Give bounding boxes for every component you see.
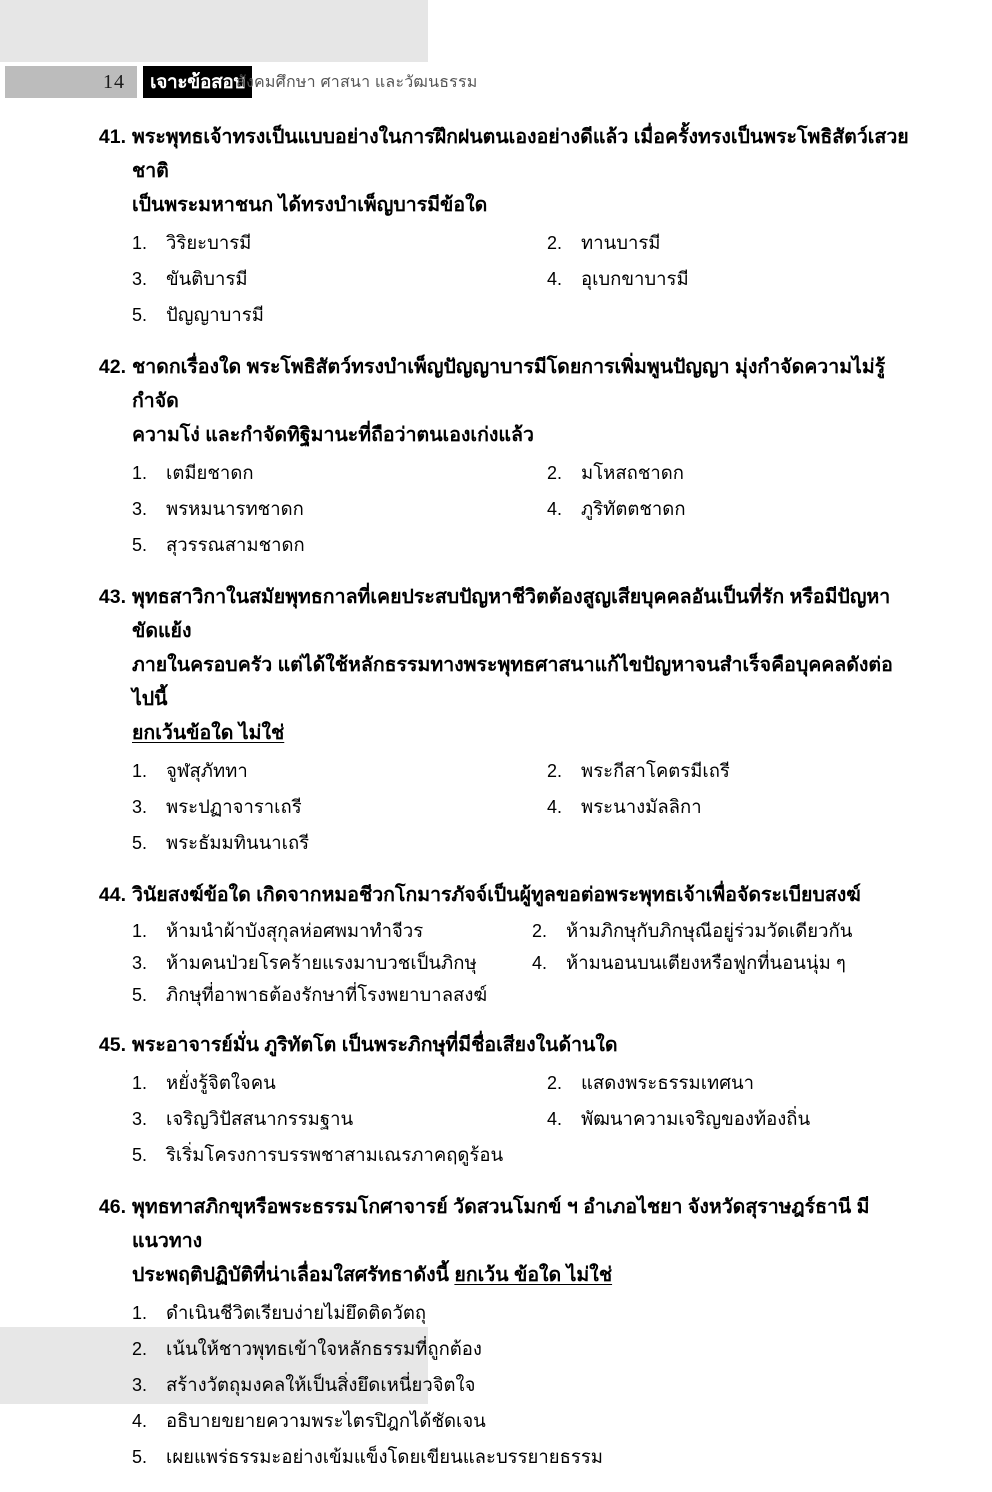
option-number: 5. <box>132 1447 148 1467</box>
option-text: หยั่งรู้จิตใจคน <box>166 1072 276 1093</box>
question-42 <box>0 350 992 563</box>
option-text: มโหสถชาดก <box>581 462 684 483</box>
option-item[interactable] <box>132 915 532 947</box>
option-text: ดำเนินชีวิตเรียบง่ายไม่ยึดติดวัตถุ <box>166 1302 427 1323</box>
option-text: พระปฏาจาราเถรี <box>166 796 302 817</box>
option-text: ขันติบารมี <box>166 268 248 289</box>
option-item[interactable] <box>547 261 689 297</box>
option-row <box>132 979 914 1011</box>
option-item[interactable] <box>547 789 702 825</box>
question-number: 46. <box>98 1196 126 1218</box>
option-row <box>132 261 914 297</box>
option-row <box>132 491 914 527</box>
option-number: 4. <box>532 953 548 973</box>
option-list <box>90 1065 914 1173</box>
option-item[interactable] <box>132 1065 547 1101</box>
option-list <box>90 225 914 333</box>
page-number-bar <box>5 66 137 98</box>
option-text: วิริยะบารมี <box>166 232 252 253</box>
question-number: 43. <box>98 586 126 608</box>
option-text: พรหมนารทชาดก <box>166 498 304 519</box>
option-text: ห้ามคนป่วยโรคร้ายแรงมาบวชเป็นภิกษุ <box>166 952 477 973</box>
option-number: 3. <box>132 797 148 817</box>
option-text: พระกีสาโคตรมีเถรี <box>581 760 730 781</box>
option-item[interactable] <box>532 915 852 947</box>
option-number: 5. <box>132 1145 148 1165</box>
option-row <box>132 455 914 491</box>
option-number: 1. <box>132 1303 148 1323</box>
option-text: ภิกษุที่อาพาธต้องรักษาที่โรงพยาบาลสงฆ์ <box>166 984 488 1005</box>
question-stem <box>90 580 914 750</box>
option-row <box>132 915 914 947</box>
option-text: พระธัมมทินนาเถรี <box>166 832 310 853</box>
option-item[interactable] <box>132 455 547 491</box>
brand-title: เจาะข้อสอบ <box>150 71 246 93</box>
option-list <box>90 753 914 861</box>
page-number: 14 <box>103 70 125 93</box>
option-row <box>132 1295 914 1331</box>
stem-line: ชาดกเรื่องใด พระโพธิสัตว์ทรงบำเพ็ญปัญญาบารมีโดยการเพิ่มพูนปัญญา มุ่งกำจัดความไม่รู้ กำจัด <box>132 356 886 412</box>
option-item[interactable] <box>547 455 684 491</box>
question-number: 45. <box>98 1034 126 1056</box>
option-number: 2. <box>547 1073 563 1093</box>
stem-line: พุทธทาสภิกขุหรือพระธรรมโกศาจารย์ วัดสวนโมกข์ ฯ อำเภอไชยา จังหวัดสุราษฎร์ธานี มีแนวทาง <box>132 1196 870 1252</box>
option-item[interactable] <box>132 789 547 825</box>
stem-line: เป็นพระมหาชนก ได้ทรงบำเพ็ญบารมีข้อใด <box>132 194 488 216</box>
option-number: 2. <box>532 921 548 941</box>
option-number: 4. <box>547 269 563 289</box>
option-list <box>90 1295 914 1475</box>
stem-line: พระอาจารย์มั่น ภูริทัตโต เป็นพระภิกษุที่มีชื่อเสียงในด้านใด <box>132 1034 618 1056</box>
option-row <box>132 1367 914 1403</box>
option-text: ห้ามนำผ้าบังสุกุลห่อศพมาทำจีวร <box>166 920 424 941</box>
option-number: 1. <box>132 761 148 781</box>
option-number: 3. <box>132 1109 148 1129</box>
option-row <box>132 1331 914 1367</box>
stem-line-emphasis <box>132 1258 914 1292</box>
option-list <box>90 455 914 563</box>
option-number: 2. <box>132 1339 148 1359</box>
option-number: 3. <box>132 269 148 289</box>
question-41 <box>0 120 992 333</box>
question-46 <box>0 1190 992 1475</box>
option-text: พัฒนาความเจริญของท้องถิ่น <box>581 1108 811 1129</box>
question-list <box>0 120 992 1492</box>
option-number: 2. <box>547 233 563 253</box>
stem-line: วินัยสงฆ์ข้อใด เกิดจากหมอชีวกโกมารภัจจ์เป็นผู้ทูลขอต่อพระพุทธเจ้าเพื่อจัดระเบียบสงฆ์ <box>132 884 861 906</box>
option-text: เผยแพร่ธรรมะอย่างเข้มแข็งโดยเขียนและบรรยายธรรม <box>166 1446 603 1467</box>
option-row <box>132 947 914 979</box>
stem-underlined-text: ยกเว้นข้อใด ไม่ใช่ <box>132 722 285 744</box>
option-text: ทานบารมี <box>581 232 661 253</box>
option-item[interactable] <box>132 1137 547 1173</box>
option-number: 3. <box>132 953 148 973</box>
option-text: ห้ามภิกษุกับภิกษุณีอยู่ร่วมวัดเดียวกัน <box>566 920 853 941</box>
option-row <box>132 789 914 825</box>
option-text: เจริญวิปัสสนากรรมฐาน <box>166 1108 354 1129</box>
question-stem <box>90 120 914 222</box>
option-item[interactable] <box>132 825 547 861</box>
question-stem <box>90 1028 914 1062</box>
option-row <box>132 1439 914 1475</box>
option-number: 5. <box>132 535 148 555</box>
option-number: 5. <box>132 985 148 1005</box>
option-number: 4. <box>547 1109 563 1129</box>
option-item[interactable] <box>547 225 661 261</box>
option-text: ภูริทัตตชาดก <box>581 498 686 519</box>
option-item[interactable] <box>132 527 547 563</box>
option-number: 1. <box>132 463 148 483</box>
option-row <box>132 1101 914 1137</box>
option-item[interactable] <box>547 1101 810 1137</box>
option-row <box>132 1137 914 1173</box>
option-item[interactable] <box>132 1403 486 1439</box>
option-item[interactable] <box>132 947 532 979</box>
question-number: 44. <box>98 884 126 906</box>
option-row <box>132 297 914 333</box>
option-text: เน้นให้ชาวพุทธเข้าใจหลักธรรมที่ถูกต้อง <box>166 1338 482 1359</box>
option-number: 4. <box>547 499 563 519</box>
option-text: พระนางมัลลิกา <box>581 796 702 817</box>
option-item[interactable] <box>132 1101 547 1137</box>
option-text: สร้างวัตถุมงคลให้เป็นสิ่งยึดเหนี่ยวจิตใจ <box>166 1374 476 1395</box>
stem-line-prefix: ประพฤติปฏิบัติที่น่าเลื่อมใสศรัทธาดังนี้ <box>132 1264 455 1286</box>
option-text: จูฬสุภัททา <box>166 760 248 781</box>
option-item[interactable] <box>132 1295 426 1331</box>
question-43 <box>0 580 992 861</box>
option-item[interactable] <box>132 753 547 789</box>
stem-underlined-text: ยกเว้น ข้อใด ไม่ใช่ <box>454 1264 613 1286</box>
option-item[interactable] <box>132 491 547 527</box>
option-number: 1. <box>132 233 148 253</box>
option-item[interactable] <box>132 261 547 297</box>
decorative-top-panel <box>0 0 428 62</box>
option-text: เตมียชาดก <box>166 462 254 483</box>
option-number: 4. <box>547 797 563 817</box>
question-44 <box>0 878 992 1011</box>
option-row <box>132 825 914 861</box>
option-list <box>90 915 914 1011</box>
running-header <box>0 62 478 102</box>
header-subtitle: สังคมศึกษา ศาสนา และวัฒนธรรม <box>236 73 478 91</box>
option-text: สุวรรณสามชาดก <box>166 534 305 555</box>
option-number: 5. <box>132 305 148 325</box>
option-item[interactable] <box>132 1367 475 1403</box>
option-row <box>132 1403 914 1439</box>
option-number: 3. <box>132 1375 148 1395</box>
option-number: 1. <box>132 921 148 941</box>
option-text: แสดงพระธรรมเทศนา <box>581 1072 754 1093</box>
option-item[interactable] <box>132 225 547 261</box>
question-number: 42. <box>98 356 126 378</box>
question-stem <box>90 350 914 452</box>
option-item[interactable] <box>547 491 686 527</box>
option-text: อธิบายขยายความพระไตรปิฎกได้ชัดเจน <box>166 1410 486 1431</box>
stem-line: ภายในครอบครัว แต่ได้ใช้หลักธรรมทางพระพุทธศาสนาแก้ไขปัญหาจนสำเร็จคือบุคคลดังต่อไปนี้ <box>132 654 893 710</box>
option-item[interactable] <box>547 753 730 789</box>
option-row <box>132 527 914 563</box>
option-item[interactable] <box>132 1331 482 1367</box>
question-stem <box>90 1190 914 1292</box>
option-text: อุเบกขาบารมี <box>581 268 689 289</box>
option-item[interactable] <box>132 1439 603 1475</box>
option-row <box>132 1065 914 1101</box>
option-text: ปัญญาบารมี <box>166 304 264 325</box>
option-item[interactable] <box>132 297 547 333</box>
option-item[interactable] <box>547 1065 754 1101</box>
option-text: ริเริ่มโครงการบรรพชาสามเณรภาคฤดูร้อน <box>166 1144 504 1165</box>
question-number: 41. <box>98 126 126 148</box>
option-number: 4. <box>132 1411 148 1431</box>
option-row <box>132 753 914 789</box>
stem-line: พุทธสาวิกาในสมัยพุทธกาลที่เคยประสบปัญหาชีวิตต้องสูญเสียบุคคลอันเป็นที่รัก หรือมีปัญหาขัดแย้ง <box>132 586 891 642</box>
option-item[interactable] <box>132 979 532 1011</box>
option-number: 2. <box>547 463 563 483</box>
stem-line-emphasis <box>132 716 914 750</box>
option-number: 1. <box>132 1073 148 1093</box>
option-number: 5. <box>132 833 148 853</box>
stem-line: พระพุทธเจ้าทรงเป็นแบบอย่างในการฝึกฝนตนเองอย่างดีแล้ว เมื่อครั้งทรงเป็นพระโพธิสัตว์เสวยชาติ <box>132 126 909 182</box>
question-45 <box>0 1028 992 1173</box>
option-number: 2. <box>547 761 563 781</box>
option-number: 3. <box>132 499 148 519</box>
stem-line: ความโง่ และกำจัดทิฐิมานะที่ถือว่าตนเองเก่งแล้ว <box>132 424 534 446</box>
option-item[interactable] <box>532 947 846 979</box>
option-row <box>132 225 914 261</box>
question-stem <box>90 878 914 912</box>
option-text: ห้ามนอนบนเตียงหรือฟูกที่นอนนุ่ม ๆ <box>566 952 846 973</box>
